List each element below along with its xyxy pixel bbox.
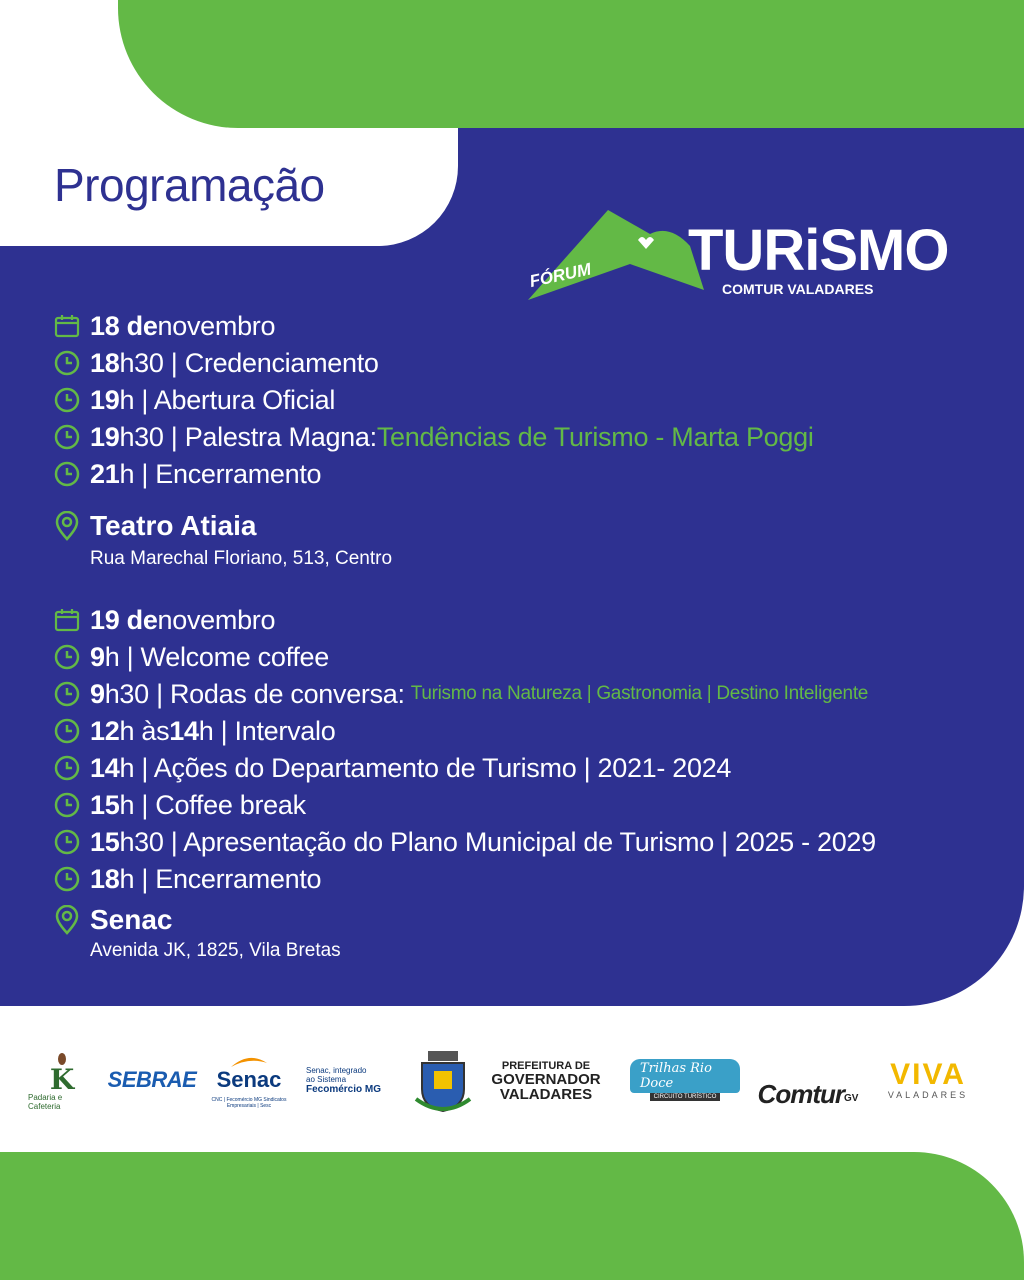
time-bold: 12	[90, 715, 120, 746]
clock-icon	[54, 754, 82, 782]
location-pin-icon	[54, 511, 82, 541]
brasao-logo	[410, 1042, 476, 1122]
day2-date	[54, 603, 275, 637]
time-bold: 15	[90, 826, 120, 857]
day1-date	[54, 309, 275, 343]
calendar-icon	[54, 608, 82, 632]
viva-valadares-logo	[870, 1048, 986, 1112]
senac-integrado-text: Senac, integrado ao Sistema	[306, 1065, 367, 1084]
item-text: h30 | Palestra Magna:	[119, 421, 377, 452]
comtur-gv-text: GV	[843, 1093, 859, 1104]
day1-date-rest: novembro	[157, 310, 276, 341]
item-text: h30 | Credenciamento	[119, 347, 379, 378]
senac-logo	[206, 1042, 292, 1122]
item-text: h30 | Apresentação do Plano Municipal de Turismo | 2025 - 2029	[119, 826, 876, 857]
prefeitura-logo	[476, 1056, 616, 1106]
comtur-logo	[750, 1054, 866, 1110]
item-highlight: Turismo na Natureza | Gastronomia | Destino Inteligente	[410, 683, 869, 704]
viva-text: VIVA	[890, 1058, 966, 1091]
location-pin-icon	[54, 905, 82, 935]
senac-text: Senac	[216, 1067, 282, 1092]
clock-icon	[54, 386, 82, 414]
senac-sub-text: CNC | Fecomércio MG Sindicatos Empresariais | Sesc	[211, 1097, 287, 1109]
trilhas-text: Trilhas Rio Doce	[630, 1059, 740, 1093]
day2-venue	[54, 904, 173, 936]
clock-icon	[54, 423, 82, 451]
clock-icon	[54, 717, 82, 745]
day1-item-1	[54, 346, 379, 380]
coat-of-arms-icon	[414, 1049, 472, 1115]
sponsor-strip	[0, 1030, 1024, 1130]
day2-item-3	[54, 714, 335, 748]
day1-date-bold: 18 de	[90, 310, 158, 341]
time-bold: 9	[90, 678, 105, 709]
day1-venue	[54, 510, 256, 542]
item-text: h | Abertura Oficial	[119, 384, 336, 415]
prefeitura-line-2: GOVERNADOR	[491, 1071, 601, 1088]
day2-address: Avenida JK, 1825, Vila Bretas	[90, 940, 341, 961]
item-text: h às	[119, 715, 170, 746]
clock-icon	[54, 865, 82, 893]
padaria-logo	[28, 1042, 96, 1122]
day2-item-1	[54, 640, 329, 674]
sebrae-text: SEBRAE	[107, 1067, 197, 1092]
time-bold: 19	[90, 384, 120, 415]
prefeitura-line-3: VALADARES	[499, 1086, 593, 1103]
day1-item-2	[54, 383, 335, 417]
venue-name: Teatro Atiaia	[90, 510, 257, 541]
item-highlight: Tendências de Turismo - Marta Poggi	[376, 421, 814, 452]
item-text: h | Coffee break	[119, 789, 306, 820]
clock-icon	[54, 828, 82, 856]
time-bold: 18	[90, 347, 120, 378]
trilhas-logo	[630, 1050, 740, 1110]
time-bold: 9	[90, 641, 105, 672]
day2-item-7	[54, 862, 321, 896]
sebrae-logo	[104, 1050, 200, 1110]
padaria-text: Padaria e Cafeteria	[28, 1093, 63, 1111]
clock-icon	[54, 680, 82, 708]
time-bold: 15	[90, 789, 120, 820]
day2-item-2	[54, 677, 868, 711]
comtur-text: Comtur	[757, 1079, 844, 1109]
item-text: h | Encerramento	[119, 863, 322, 894]
svg-text:K: K	[49, 1063, 75, 1093]
prefeitura-line-1: PREFEITURA DE	[501, 1060, 591, 1072]
time-bold: 14	[90, 752, 120, 783]
time-bold: 14	[169, 715, 199, 746]
page-title: Programação	[54, 159, 325, 211]
time-bold: 18	[90, 863, 120, 894]
day1-item-4	[54, 457, 321, 491]
item-text: h | Welcome coffee	[104, 641, 329, 672]
bottom-green-band	[0, 1152, 1024, 1280]
item-text: h | Encerramento	[119, 458, 322, 489]
padaria-k-icon	[42, 1053, 82, 1093]
top-green-band	[118, 0, 1024, 128]
day2-item-5	[54, 788, 306, 822]
day2-item-4	[54, 751, 731, 785]
calendar-icon	[54, 314, 82, 338]
logo-forum-text: FÓRUM	[527, 259, 593, 292]
clock-icon	[54, 349, 82, 377]
fecomercio-logo	[306, 1050, 396, 1110]
item-text: h30 | Rodas de conversa:	[104, 678, 405, 709]
logo-comtur-text: COMTUR VALADARES	[722, 281, 874, 297]
venue-name: Senac	[90, 904, 173, 935]
day1-item-3	[54, 420, 814, 454]
trilhas-sub-text: CIRCUITO TURÍSTICO	[650, 1093, 721, 1101]
day1-address: Rua Marechal Floriano, 513, Centro	[90, 548, 393, 569]
clock-icon	[54, 791, 82, 819]
time-bold: 19	[90, 421, 120, 452]
viva-sub-text: VALADARES	[887, 1090, 969, 1100]
clock-icon	[54, 460, 82, 488]
day2-item-6	[54, 825, 876, 859]
day2-date-bold: 19 de	[90, 604, 158, 635]
logo-turismo-text: TURiSMO	[688, 218, 949, 283]
time-bold: 21	[90, 458, 120, 489]
item-text: h | Intervalo	[198, 715, 336, 746]
item-text: h | Ações do Departamento de Turismo | 2021- 2024	[119, 752, 732, 783]
day2-date-rest: novembro	[157, 604, 276, 635]
fecomercio-text: Fecomércio MG	[306, 1083, 382, 1095]
clock-icon	[54, 643, 82, 671]
